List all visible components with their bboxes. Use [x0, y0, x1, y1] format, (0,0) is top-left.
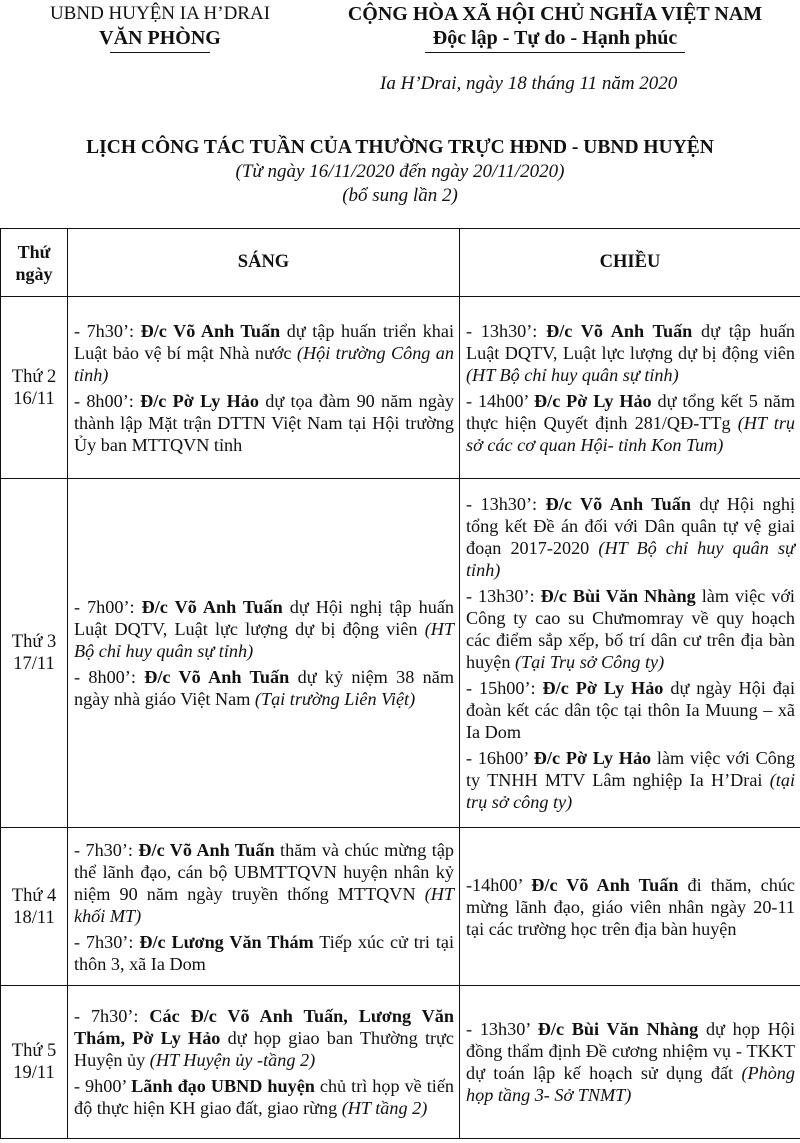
entry-time: - 13h30’: — [466, 320, 547, 341]
table-row — [1, 479, 800, 828]
afternoon-column-header: CHIỀU — [460, 229, 800, 297]
day-cell — [1, 479, 68, 828]
entry-activity: dự họp giao ban Thường trực Huyện ủy — [74, 1028, 454, 1070]
entry-activity: dự tổng kết 5 năm thực hiện Quyết định 281/QĐ-TTg — [466, 390, 795, 433]
entry-activity: dự ngày Hội đại đoàn kết các dân tộc tại thôn Ia Muung – xã Ia Dom — [466, 678, 796, 742]
weekday-label: Thứ 5 — [11, 1041, 57, 1061]
date-label: 17/11 — [13, 654, 55, 674]
date-range: (Từ ngày 16/11/2020 đến ngày 20/11/2020) — [235, 161, 565, 182]
entry-time: - 8h00’: — [74, 390, 141, 411]
afternoon-cell — [460, 297, 800, 479]
entry-location: (Hội trường Công an tỉnh) — [74, 342, 454, 385]
afternoon-cell — [460, 479, 800, 828]
entry-activity: dự tọa đàm 90 năm ngày thành lập Mặt trận DTTN Việt Nam tại Hội trường Ủy ban MTTQVN tỉnh — [74, 390, 454, 455]
weekday-label: Thứ 2 — [11, 366, 57, 387]
schedule-entry — [74, 1075, 454, 1119]
schedule-entry — [74, 839, 454, 927]
entry-activity: Tiếp xúc cử tri tại thôn 3, xã Ia Dom — [74, 931, 455, 974]
table-header-row — [1, 229, 800, 297]
weekday-label: Thứ 3 — [11, 632, 57, 652]
entry-person: Đ/c Pờ Ly Hảo — [140, 390, 259, 411]
entry-location: (HT trụ sở các cơ quan Hội- tỉnh Kon Tum) — [466, 412, 795, 455]
motto-underline — [425, 52, 685, 53]
entry-location: (Tại Trụ sở Công ty) — [515, 652, 665, 672]
entry-person: Đ/c Võ Anh Tuấn — [140, 320, 281, 341]
entry-time: - 9h00’ — [74, 1076, 132, 1096]
morning-column-header: SÁNG — [68, 229, 460, 297]
entry-location: (HT tầng 2) — [341, 1098, 428, 1118]
entry-time: - 14h00’ — [466, 390, 534, 411]
table-row — [1, 297, 800, 479]
entry-person: Đ/c Bùi Văn Nhàng — [540, 586, 696, 606]
entry-activity: làm việc với Công ty TNHH MTV Lâm nghiệp Ia H’Drai — [466, 748, 795, 790]
schedule-entry — [466, 874, 795, 940]
day-cell — [1, 986, 68, 1139]
afternoon-cell — [460, 828, 800, 986]
schedule-entry — [74, 596, 454, 662]
weekday-label: Thứ 4 — [11, 885, 57, 906]
entry-activity: dự tập huấn Luật DQTV, Luật lực lượng dự bị động viên — [466, 320, 795, 363]
table-row — [1, 828, 800, 986]
entry-time: - 7h30’: — [74, 839, 139, 860]
day-cell — [1, 297, 68, 479]
afternoon-cell — [460, 986, 800, 1139]
date-label: 18/11 — [13, 907, 55, 928]
entry-activity: dự kỷ niệm 38 năm ngày nhà giáo Việt Nam — [74, 667, 454, 709]
entry-person: Đ/c Lương Văn Thám — [139, 931, 314, 952]
entry-location: (HT Bộ chỉ huy quân sự tỉnh) — [466, 538, 795, 580]
entry-person: Đ/c Võ Anh Tuấn — [546, 320, 693, 341]
document-title: LỊCH CÔNG TÁC TUẦN CỦA THƯỜNG TRỰC HĐND - UBND HUYỆN — [86, 137, 714, 158]
schedule-entry — [74, 390, 454, 456]
entry-time: - 15h00’: — [466, 678, 543, 698]
entry-time: - 7h30’: — [74, 320, 141, 341]
issue-date: Ia H’Drai, ngày 18 tháng 11 năm 2020 — [380, 73, 678, 94]
office-underline — [110, 52, 210, 53]
schedule-entry — [74, 320, 454, 386]
schedule-entry — [466, 585, 795, 673]
entry-location: (HT Bộ chỉ huy quân sự tỉnh) — [466, 364, 679, 385]
table-row — [1, 986, 800, 1139]
entry-time: - 13h30’ — [466, 1019, 538, 1039]
entry-activity: đi thăm, chúc mừng lãnh đạo, giáo viên nhân ngày 20-11 tại các trường học trên địa bàn huyện — [466, 874, 795, 939]
entry-activity: dự Hội nghị tập huấn Luật DQTV, Luật lực lượng dự bị động viên — [74, 597, 454, 639]
entry-person: Các Đ/c Võ Anh Tuấn, Lương Văn Thám, Pờ Ly Hảo — [74, 1006, 454, 1048]
district-name: UBND HUYỆN IA H’DRAI — [49, 3, 271, 24]
morning-cell — [68, 986, 460, 1139]
agency-header — [40, 2, 280, 53]
entry-activity: dự Hội nghị tổng kết Đề án đối với Dân quân tự vệ giai đoạn 2017-2020 — [466, 494, 795, 558]
entry-person: Đ/c Pờ Ly Hảo — [534, 390, 652, 411]
entry-time: - 7h00’: — [74, 597, 142, 617]
schedule-table — [0, 228, 800, 1139]
entry-location: (tại trụ sở công ty) — [466, 770, 795, 812]
schedule-entry — [466, 493, 795, 581]
entry-location: (HT Bộ chỉ huy quân sự tỉnh) — [74, 619, 454, 661]
entry-person: Đ/c Võ Anh Tuấn — [144, 667, 290, 687]
entry-person: Đ/c Võ Anh Tuấn — [141, 597, 283, 617]
day-cell — [1, 828, 68, 986]
schedule-entry — [466, 1018, 795, 1106]
entry-person: Đ/c Bùi Văn Nhàng — [537, 1019, 699, 1039]
entry-activity: chủ trì họp về tiến độ thực hiện KH giao đất, giao rừng — [74, 1076, 454, 1118]
country-name: CỘNG HÒA XÃ HỘI CHỦ NGHĨA VIỆT NAM — [347, 3, 763, 25]
entry-time: - 13h30’: — [466, 586, 541, 606]
entry-activity: thăm và chúc mừng tập thể lãnh đạo, cán bộ UBMTTQVN huyện nhân kỷ niệm 90 năm ngày truyền thống MTTQVN — [74, 839, 454, 904]
entry-location: (HT Huyện ủy -tầng 2) — [149, 1050, 316, 1070]
entry-time: - 8h00’: — [74, 667, 145, 687]
day-header-line1: Thứ — [17, 241, 51, 262]
day-header-line2: ngày — [15, 263, 53, 284]
date-label: 16/11 — [13, 388, 55, 409]
entry-location: (HT khối MT) — [74, 883, 454, 926]
entry-person: Đ/c Võ Anh Tuấn — [545, 494, 691, 514]
revision-note: (bổ sung lần 2) — [342, 185, 458, 206]
schedule-entry — [466, 747, 795, 813]
entry-person: Đ/c Pờ Ly Hảo — [533, 748, 652, 768]
entry-location: (Tại trường Liên Việt) — [254, 689, 416, 709]
entry-activity: làm việc với Công ty cao su Chưmomray về quy hoạch các điểm sắp xếp, bố trí dân cư trên địa bàn huyện — [466, 586, 795, 672]
schedule-entry — [466, 677, 795, 743]
morning-cell — [68, 828, 460, 986]
schedule-entry — [74, 931, 454, 975]
entry-time: - 7h30’: — [74, 1006, 150, 1026]
entry-person: Đ/c Pờ Ly Hảo — [542, 678, 664, 698]
schedule-entry — [466, 320, 795, 386]
date-label: 19/11 — [13, 1063, 55, 1083]
office-name: VĂN PHÒNG — [99, 27, 221, 49]
morning-cell — [68, 479, 460, 828]
national-motto: Độc lập - Tự do - Hạnh phúc — [432, 27, 678, 49]
entry-location: (Phòng họp tầng 3- Sở TNMT) — [466, 1063, 795, 1105]
entry-activity: dự tập huấn triển khai Luật bảo vệ bí mật Nhà nước — [74, 320, 455, 363]
entry-time: - 13h30’: — [466, 494, 546, 514]
entry-person: Đ/c Võ Anh Tuấn — [531, 874, 679, 895]
entry-time: -14h00’ — [466, 874, 532, 895]
entry-person: Lãnh đạo UBND huyện — [131, 1076, 315, 1096]
entry-time: - 7h30’: — [74, 931, 140, 952]
schedule-entry — [74, 1005, 454, 1071]
day-column-header — [1, 229, 68, 297]
entry-time: - 16h00’ — [466, 748, 534, 768]
entry-person: Đ/c Võ Anh Tuấn — [138, 839, 275, 860]
morning-cell — [68, 297, 460, 479]
schedule-entry — [74, 666, 454, 710]
national-header — [330, 2, 780, 53]
schedule-body — [1, 297, 800, 1139]
entry-activity: dự họp Hội đồng thẩm định Đề cương nhiệm vụ - TKKT dự toán lập kế hoạch sử dụng đất — [466, 1019, 795, 1083]
schedule-entry — [466, 390, 795, 456]
